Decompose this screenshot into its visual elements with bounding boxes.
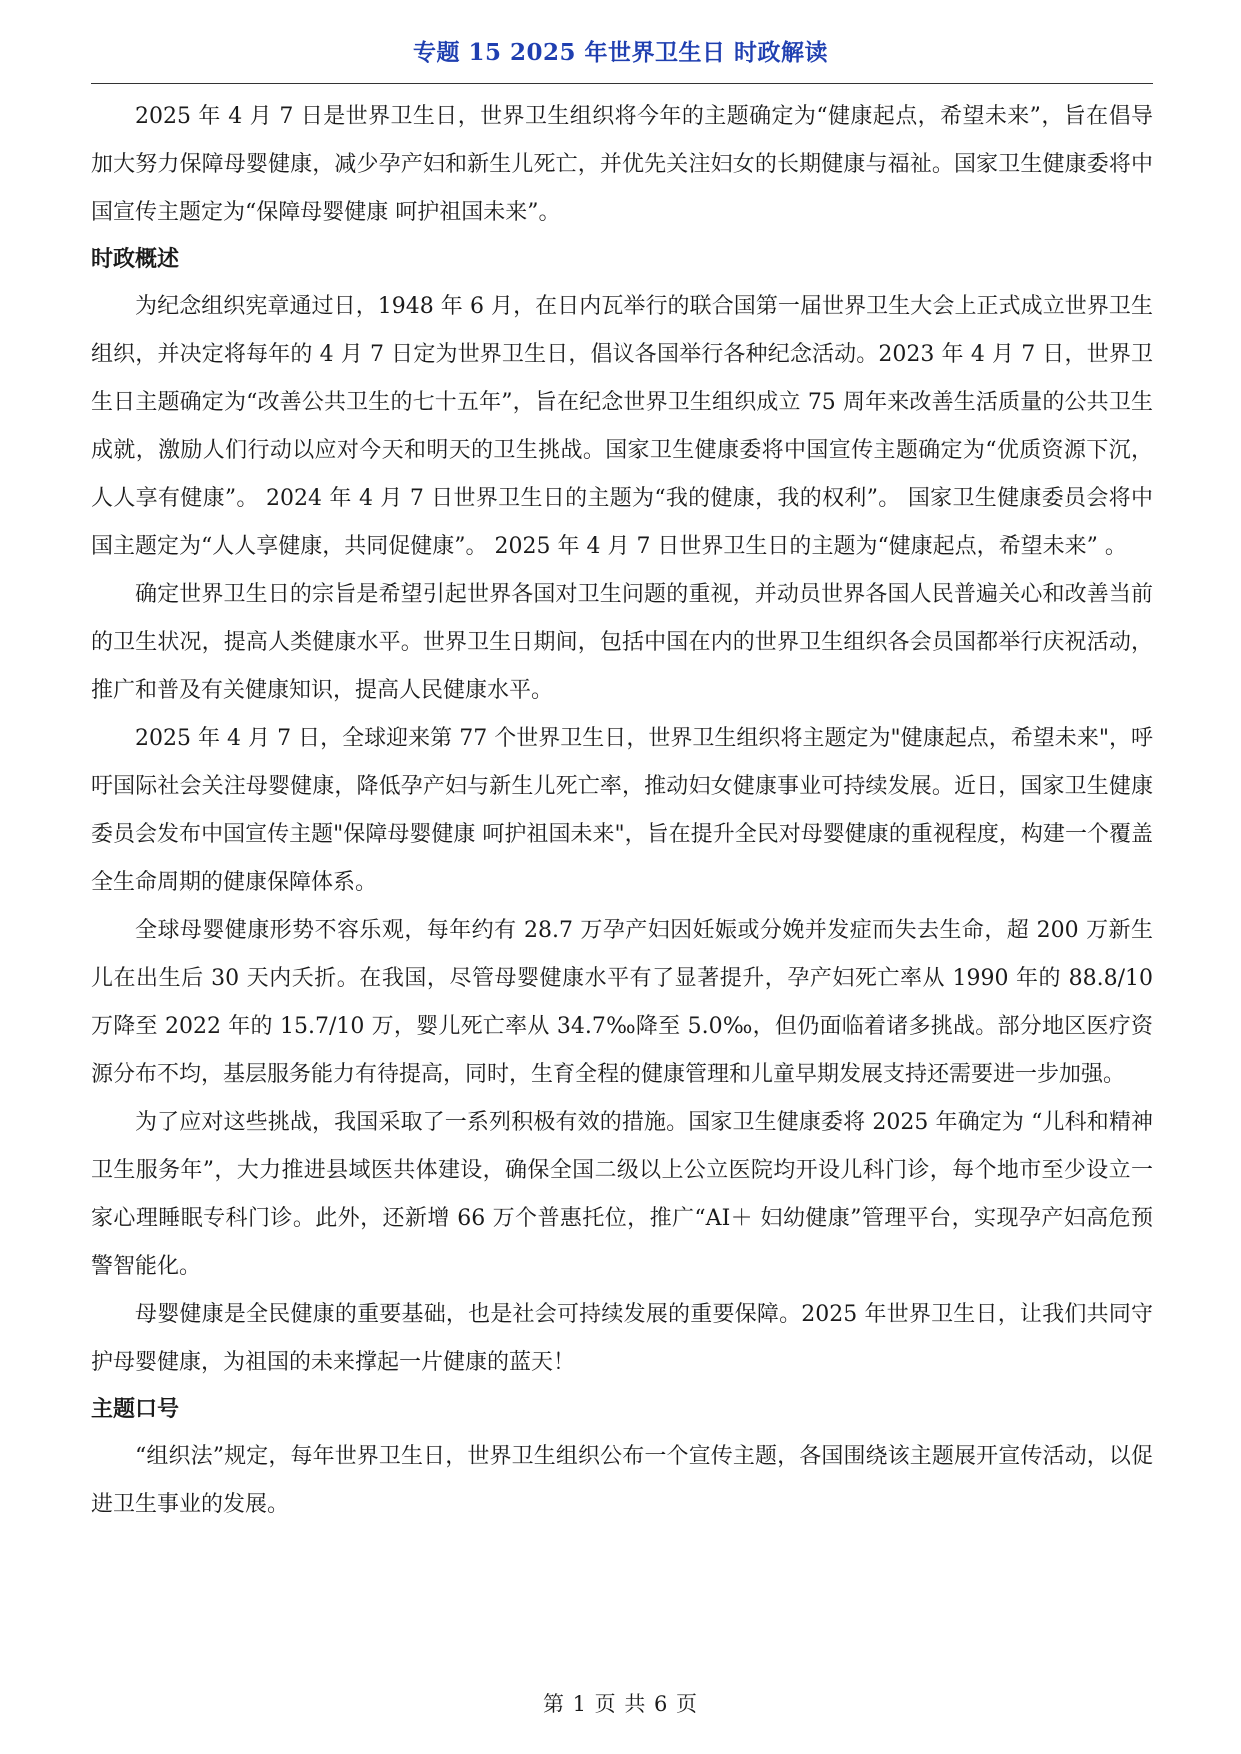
slogan-paragraph-1: “组织法”规定，每年世界卫生日，世界卫生组织公布一个宣传主题，各国围绕该主题展开宣传活动，以促进卫生事业的发展。: [91, 1444, 1153, 1517]
intro-paragraph: 2025 年 4 月 7 日是世界卫生日，世界卫生组织将今年的主题确定为“健康起点，希望未来”，旨在倡导加大努力保障母婴健康，减少孕产妇和新生儿死亡，并优先关注妇女的长期健康与福祉。国家卫生健康委将中国宣传主题定为“保障母婴健康 呵护祖国未来”。: [91, 104, 1153, 225]
overview-paragraph-2: 确定世界卫生日的宗旨是希望引起世界各国对卫生问题的重视，并动员世界各国人民普遍关心和改善当前的卫生状况，提高人类健康水平。世界卫生日期间，包括中国在内的世界卫生组织各会员国都举行庆祝活动，推广和普及有关健康知识，提高人民健康水平。: [91, 582, 1153, 703]
page-number: 第 1 页 共 6 页: [542, 1692, 699, 1716]
overview-paragraph-4: 全球母婴健康形势不容乐观，每年约有 28.7 万孕产妇因妊娠或分娩并发症而失去生命，超 200 万新生儿在出生后 30 天内夭折。在我国，尽管母婴健康水平有了显著提升，孕产妇死亡率从 1990 年的 88.8/10 万降至 2022 年的 15.7/10 万，婴儿死亡率从 34.7‰降至 5.0‰，但仍面临着诸多挑战。部分地区医疗资源分布不均，基层服务能力有待提高，同时，生育全程的健康管理和儿童早期发展支持还需要进一步加强。: [91, 918, 1153, 1087]
section-heading-overview: 时政概述: [91, 247, 180, 272]
overview-paragraph-5: 为了应对这些挑战，我国采取了一系列积极有效的措施。国家卫生健康委将 2025 年确定为 “儿科和精神卫生服务年”，大力推进县域医共体建设，确保全国二级以上公立医院均开设儿科门诊，每个地市至少设立一家心理睡眠专科门诊。此外，还新增 66 万个普惠托位，推广“AI＋ 妇幼健康”管理平台，实现孕产妇高危预警智能化。: [91, 1110, 1153, 1279]
overview-paragraph-6: 母婴健康是全民健康的重要基础，也是社会可持续发展的重要保障。2025 年世界卫生日，让我们共同守护母婴健康，为祖国的未来撑起一片健康的蓝天！: [91, 1302, 1153, 1375]
header-divider: [91, 83, 1153, 84]
document-body: [91, 93, 1153, 1529]
overview-paragraph-3: 2025 年 4 月 7 日，全球迎来第 77 个世界卫生日，世界卫生组织将主题定为"健康起点，希望未来"，呼吁国际社会关注母婴健康，降低孕产妇与新生儿死亡率，推动妇女健康事业可持续发展。近日，国家卫生健康委员会发布中国宣传主题"保障母婴健康 呵护祖国未来"，旨在提升全民对母婴健康的重视程度，构建一个覆盖全生命周期的健康保障体系。: [91, 726, 1153, 895]
page-header-title: 专题 15 2025 年世界卫生日 时政解读: [412, 39, 829, 66]
section-heading-slogan: 主题口号: [91, 1397, 180, 1422]
overview-paragraph-1: 为纪念组织宪章通过日，1948 年 6 月，在日内瓦举行的联合国第一届世界卫生大会上正式成立世界卫生组织，并决定将每年的 4 月 7 日定为世界卫生日，倡议各国举行各种纪念活动。2023 年 4 月 7 日，世界卫生日主题确定为“改善公共卫生的七十五年”，旨在纪念世界卫生组织成立 75 周年来改善生活质量的公共卫生成就，激励人们行动以应对今天和明天的卫生挑战。国家卫生健康委将中国宣传主题确定为“优质资源下沉，人人享有健康”。 2024 年 4 月 7 日世界卫生日的主题为“我的健康，我的权利”。 国家卫生健康委员会将中国主题定为“人人享健康，共同促健康”。 2025 年 4 月 7 日世界卫生日的主题为“健康起点，希望未来” 。: [91, 294, 1153, 559]
